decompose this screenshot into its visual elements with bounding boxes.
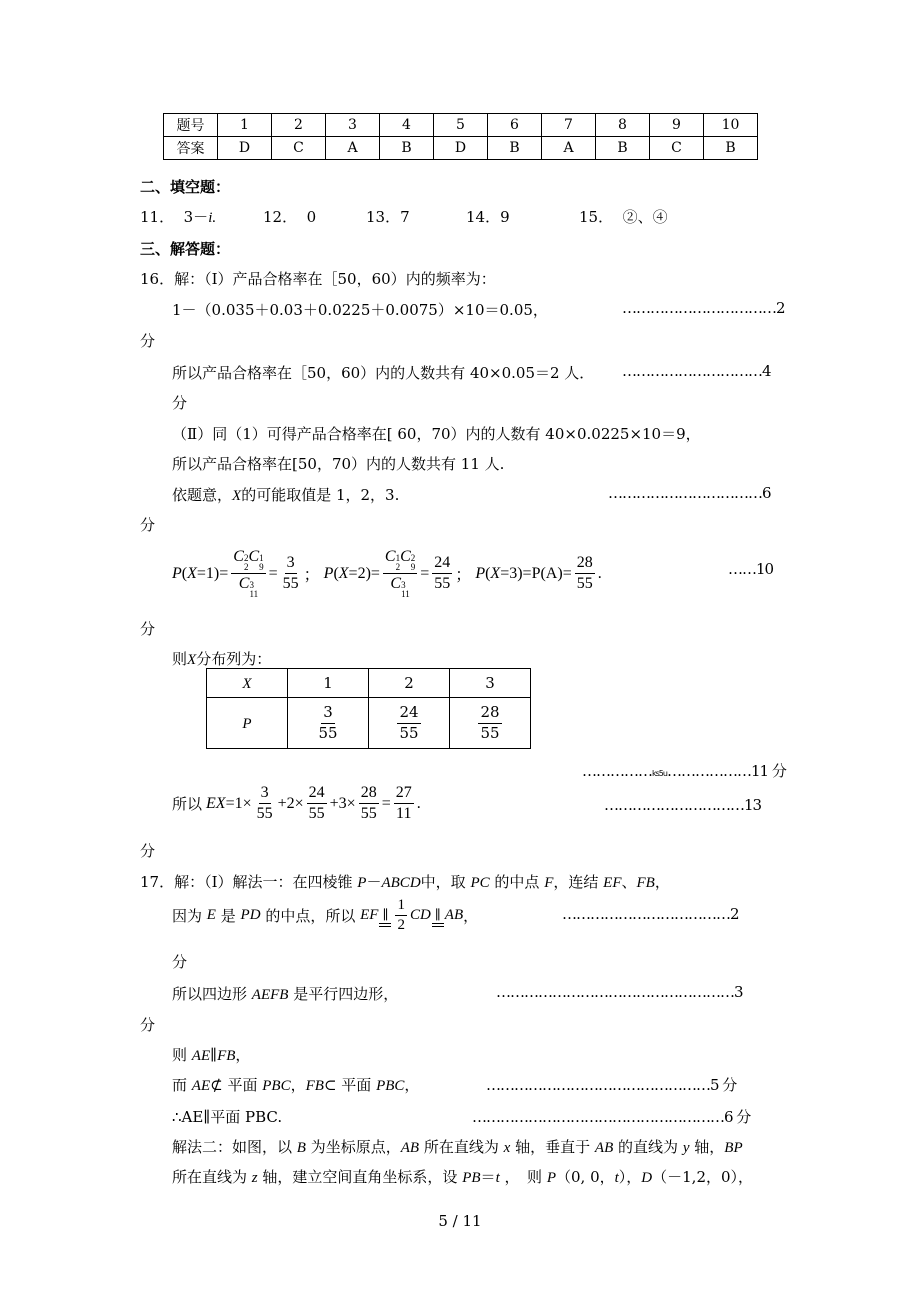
table-cell: 1 [288,669,369,698]
page-number: 5 / 11 [438,1212,482,1230]
variable: EX [206,794,226,812]
score-marker: ……………………………2 [622,299,785,317]
table-cell: A [542,137,596,160]
score-marker: …………………………………………5 分 [486,1076,737,1094]
table-cell: 3 [326,114,380,137]
denominator: 55 [399,723,419,742]
dist-intro [172,648,271,669]
variable: E [206,907,216,924]
q17-line-7 [172,1136,743,1157]
text: 所以 [172,795,203,814]
text: 为坐标原点， [310,1138,401,1156]
variable: P [357,875,367,891]
table-cell [369,698,450,749]
q16-line-5: 所以产品合格率在[50，70）内的人数共有 11 人. [172,455,505,473]
variable: D [641,1170,653,1186]
variable: X [232,488,242,504]
q16-line-1: 16．解：（Ⅰ）产品合格率在［50，60）内的频率为： [140,270,496,288]
text: （0, 0， [555,1168,615,1186]
score-marker: ………………………………………………6 分 [472,1108,751,1126]
text: ， [654,873,670,891]
text: 的中点 [494,873,540,891]
text: （－1,2，0）， [652,1168,754,1186]
q17-line-8 [172,1166,753,1187]
score-marker: …………………………4 [622,362,771,380]
distribution-table [206,668,531,749]
q16-line-2: 1－（0.035＋0.03＋0.0225＋0.0075）×10＝0.05， [172,301,548,319]
p-label [207,698,288,749]
score-unit: 分 [140,332,156,350]
text: 则 [172,1046,188,1064]
q17-line-3 [172,983,398,1004]
variable: PC [470,875,490,891]
answer-table [163,113,758,160]
text: 是 [220,907,236,926]
variable: AB [400,1140,420,1156]
text: 而 [172,1076,188,1094]
text: 依题意， [172,486,233,504]
text: 所在直线为 [423,1138,499,1156]
variable: F [544,875,554,891]
fill-item-13 [366,206,410,227]
table-cell: B [704,137,758,160]
text: 的直线为 [618,1138,679,1156]
item-number: 12． [263,208,298,226]
variable: CD [409,907,431,924]
variable: AB [594,1140,614,1156]
q17-line-2: 因为 E 是 PD 的中点，所以 EF ∥ $\frac{1}{2}$ CD ∥ AB ， [172,897,479,934]
variable: t [614,1170,619,1186]
variable: X [242,675,252,692]
text: ， [404,1076,420,1094]
item-answer: 0 [306,208,317,226]
item-answer: 3－ [183,208,209,226]
variable: t [495,1170,500,1186]
text: 因为 [172,907,203,926]
variable: P [546,1170,556,1186]
dist-row-x [207,669,531,698]
table-cell: 7 [542,114,596,137]
q17-line-5 [172,1074,419,1095]
variable: B [296,1140,306,1156]
text: 轴，建立空间直角坐标系，设 [262,1168,458,1186]
table-cell: 1 [218,114,272,137]
text: ）， [618,1168,642,1186]
x-label [207,669,288,698]
table-cell: D [218,137,272,160]
variable: FB [305,1078,324,1094]
fill-item-12 [263,206,316,227]
table-cell: 5 [434,114,488,137]
text: 分布列为： [196,650,272,668]
probability-formulas: P ( X =1)= C 2 2 C 1 9 C 3 11 = $\frac{3}{55}$ ； P ( X =2)= C 1 2 C 2 9 C 3 11 = $\frac{24}{55}$ ； P ( X =3)=P(A)= $\frac{28}{55}$ . [172,548,602,599]
variable: EF [603,875,622,891]
score-marker: ………………………………2 [562,905,739,923]
numerator: 3 [321,704,335,723]
variable: X [187,652,197,668]
item-answer: 9 [500,208,510,226]
table-cell: 10 [704,114,758,137]
variable: z [251,1170,258,1186]
text: 所在直线为 [172,1168,248,1186]
variable: y [682,1140,690,1156]
table-cell: C [272,137,326,160]
q17-line-1 [140,871,670,892]
table-cell: 6 [488,114,542,137]
table-cell: 3 [450,669,531,698]
item-number: 14． [466,208,501,226]
variable: FB [217,1048,236,1064]
text: 是平行四边形， [293,985,399,1003]
score-unit: 分 [140,1016,156,1034]
denominator: 55 [480,723,500,742]
variable: ABCD [381,875,421,891]
table-cell: B [488,137,542,160]
variable: AEFB [251,987,289,1003]
answer-label: 答案 [164,137,218,160]
section3-title: 三、解答题： [140,240,231,258]
text: ⊂ 平面 [323,1076,372,1094]
score-marker: ……10 [728,560,774,578]
variable: AE [191,1078,211,1094]
item-answer: 7 [400,208,410,226]
variable: PBC [376,1078,405,1094]
numerator: 24 [397,704,420,723]
table-cell: A [326,137,380,160]
watermark-text: ks5u [652,769,667,778]
text: 的可能取值是 1，2，3. [241,486,400,504]
numerator: 28 [478,704,501,723]
text: 轴， [694,1138,725,1156]
item-number: 11． [140,208,175,226]
table-cell: 4 [380,114,434,137]
q16-line-6 [172,484,399,505]
variable: AB [444,907,464,924]
item-answer-var: i. [208,210,217,226]
text: ， [235,1046,251,1064]
q17-line-6: ∴AE∥平面 PBC. [172,1108,283,1126]
text: ， 则 [504,1168,543,1186]
score-unit: 分 [172,953,188,971]
table-cell: C [650,137,704,160]
table-cell: 2 [369,669,450,698]
text: 、 [621,873,637,891]
dist-row-p [207,698,531,749]
text: 所以四边形 [172,985,248,1003]
variable: PBC [262,1078,291,1094]
score-marker: …………………………13 [604,796,762,814]
text: 17．解：（Ⅰ）解法一：在四棱锥 [140,873,353,891]
header-label: 题号 [164,114,218,137]
score-unit: 分 [140,516,156,534]
variable: BP [724,1140,743,1156]
text: 轴，垂直于 [515,1138,591,1156]
section2-title: 二、填空题： [140,178,231,196]
item-answer: ②、④ [622,208,668,226]
score-unit: 分 [172,394,188,412]
text: 中，取 [420,873,466,891]
variable: FB [636,875,655,891]
table-cell: D [434,137,488,160]
table-cell [450,698,531,749]
answer-table-answer-row [164,137,758,160]
dots: ………………11 分 [666,762,786,780]
fill-item-11 [140,206,216,227]
variable: PD [240,907,261,924]
variable: x [503,1140,511,1156]
answer-table-header-row [164,114,758,137]
text: ⊄ 平面 [210,1076,258,1094]
text: 的中点，所以 [265,907,356,926]
table-cell [288,698,369,749]
table-cell: 9 [650,114,704,137]
fill-item-15 [579,206,668,227]
q16-line-4: （Ⅱ）同（1）可得产品合格率在[ 60，70）内的人数有 40×0.0225×10＝9， [172,425,701,443]
variable: P [242,715,252,732]
table-cell: 8 [596,114,650,137]
score-marker: ……………………………………………3 [496,983,743,1001]
text: 则 [172,650,188,668]
variable: PB [462,1170,481,1186]
denominator: 55 [318,723,338,742]
score-marker: ……………………………6 [608,484,771,502]
parallel-equal-icon: ∥ [431,912,445,928]
text: ，连结 [553,873,599,891]
item-number: 13． [366,208,401,226]
q16-line-3: 所以产品合格率在［50，60）内的人数共有 40×0.05＝2 人． [172,364,595,382]
table-cell: B [380,137,434,160]
score-marker-11 [582,760,786,781]
dots: …………… [582,762,652,780]
text: ＝ [480,1168,496,1186]
text: － [366,873,382,891]
expectation-formula: 所以 EX =1× $\frac{3}{55}$ +2× $\frac{24}{55}$ +3× $\frac{28}{55}$ = $\frac{27}{11}$ . [172,784,421,823]
score-unit: 分 [140,842,156,860]
item-number: 15． [579,208,614,226]
text: 解法二：如图，以 [172,1138,293,1156]
variable: AE [191,1048,211,1064]
parallel-equal-icon: ∥ [378,912,392,928]
variable: EF [360,907,379,924]
table-cell: 2 [272,114,326,137]
score-unit: 分 [140,620,156,638]
q17-line-4 [172,1044,250,1065]
text: ， [290,1076,306,1094]
text: ∥ [210,1046,218,1064]
fill-item-14 [466,206,510,227]
table-cell: B [596,137,650,160]
